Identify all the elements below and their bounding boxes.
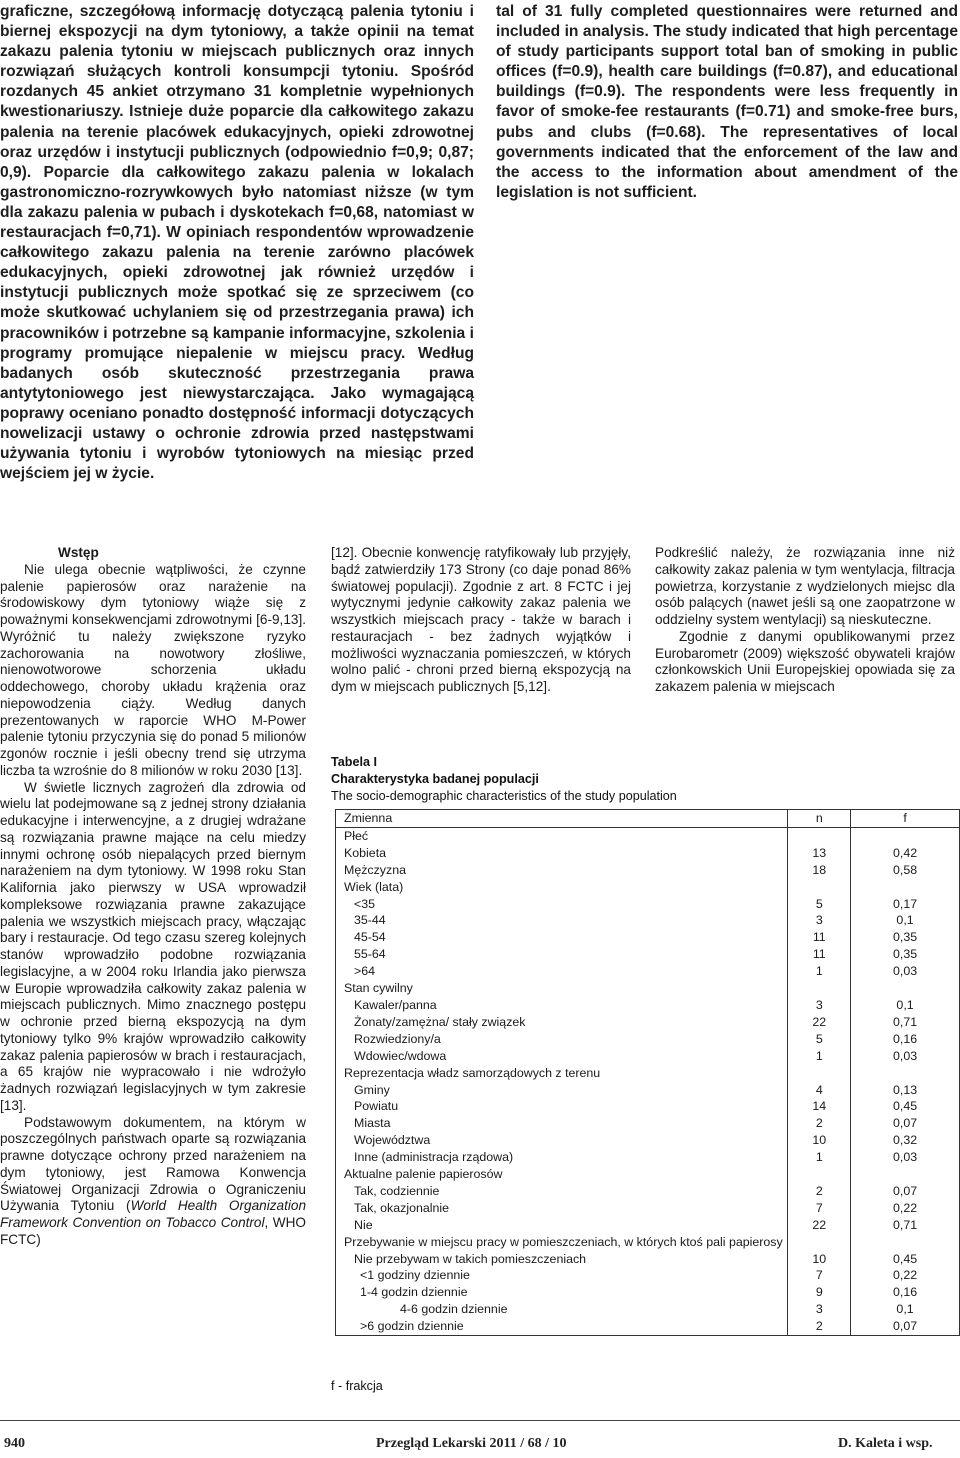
- table-row: [336, 1082, 960, 1099]
- cell-n: 2: [788, 1115, 851, 1132]
- cell-n: [788, 879, 851, 896]
- cell-n: 18: [788, 862, 851, 879]
- column-middle: [331, 545, 631, 696]
- cell-f: 0,42: [851, 845, 960, 862]
- cell-variable: 4-6 godzin dziennie: [336, 1301, 788, 1318]
- cell-variable: Przebywanie w miejscu pracy w pomieszczeniach, w których ktoś pali papierosy: [336, 1234, 788, 1251]
- cell-f: 0,22: [851, 1267, 960, 1284]
- cell-n: 2: [788, 1318, 851, 1335]
- cell-variable: Wiek (lata): [336, 879, 788, 896]
- cell-f: 0,22: [851, 1200, 960, 1217]
- table-row: [336, 1183, 960, 1200]
- cell-n: 11: [788, 946, 851, 963]
- cell-variable: Gminy: [336, 1082, 788, 1099]
- paragraph-text: Podstawowym dokumentem, na którym w poszczególnych państwach oparte są rozwiązania prawne dotyczące ochrony przed narażeniem na dym tytoniowy, jest Ramowa Konwencja Światowej Organizacji Zdrowia o Ograniczeniu Używania Tytoniu (: [0, 1114, 306, 1214]
- table-row: [336, 1301, 960, 1318]
- cell-n: 22: [788, 1014, 851, 1031]
- cell-n: [788, 1234, 851, 1251]
- cell-f: 0,16: [851, 1031, 960, 1048]
- table-row: [336, 1217, 960, 1234]
- paragraph: [12]. Obecnie konwencję ratyfikowały lub przyjęły, bądź zatwierdziły 173 Strony (co daje ponad 86% światowej populacji). Zgodnie z art. 8 FCTC i jej wytycznymi jedynie całkowity zakaz palenia we wszystkich miejscach pracy - także w barach i restauracjach - bez żadnych wyjątków i możliwości wyznaczania pomieszczeń, w których wolno palić - chroni przed bierną ekspozycją na dym w miejscach publicznych [5,12].: [331, 545, 631, 694]
- table-row: [336, 1115, 960, 1132]
- cell-variable: Stan cywilny: [336, 980, 788, 997]
- cell-variable: Płeć: [336, 827, 788, 844]
- table-row: [336, 1149, 960, 1166]
- paragraph: Nie ulega obecnie wątpliwości, że czynne palenie papierosów oraz narażenie na środowiskowy dym tytoniowy wiąże się z poważnymi konsekwencjami zdrowotnymi [6-9,13]. Wyróżnić tu należy zwiększone ryzyko zachorowania na nowotwory złośliwe, nienowotworowe schorzenia układu oddechowego, choroby układu krążenia oraz niepowodzenia ciąży. Według danych prezentowanych w raporcie WHO M-Power palenie tytoniu przyczynia się do ponad 5 milionów zgonów rocznie i jeśli obecny trend się utrzyma liczba ta wzrośnie do 8 milionów w roku 2030 [13].: [0, 561, 306, 778]
- table-footnote: f - frakcja: [331, 1379, 383, 1393]
- cell-variable: <35: [336, 896, 788, 913]
- table-row: [336, 827, 960, 844]
- cell-n: [788, 980, 851, 997]
- cell-variable: Mężczyzna: [336, 862, 788, 879]
- table-row: [336, 879, 960, 896]
- cell-n: 10: [788, 1251, 851, 1268]
- paragraph: Podkreślić należy, że rozwiązania inne niż całkowity zakaz palenia w tym wentylacja, filtracja powietrza, korzystanie z wydzielonych miejsc dla osób palących (nawet jeśli są one zaopatrzone w oddzielny system wentylacji) są nieskuteczne.: [655, 545, 955, 627]
- paragraph-italic: World Health Organization Framework Convention on Tobacco Control: [0, 1198, 307, 1230]
- cell-f: 0,45: [851, 1098, 960, 1115]
- cell-f: [851, 1065, 960, 1082]
- abstract-polish: [0, 2, 474, 484]
- cell-f: 0,71: [851, 1014, 960, 1031]
- cell-f: [851, 980, 960, 997]
- cell-f: 0,32: [851, 1132, 960, 1149]
- cell-variable: Województwa: [336, 1132, 788, 1149]
- table-row: [336, 1166, 960, 1183]
- cell-variable: >6 godzin dziennie: [336, 1318, 788, 1335]
- cell-n: 22: [788, 1217, 851, 1234]
- table-row: [336, 896, 960, 913]
- cell-variable: <1 godziny dziennie: [336, 1267, 788, 1284]
- cell-variable: Nie przebywam w takich pomieszczeniach: [336, 1251, 788, 1268]
- cell-n: 4: [788, 1082, 851, 1099]
- cell-n: 11: [788, 929, 851, 946]
- cell-n: 14: [788, 1098, 851, 1115]
- table-row: [336, 946, 960, 963]
- cell-n: 7: [788, 1200, 851, 1217]
- table-row: [336, 1132, 960, 1149]
- cell-variable: 45-54: [336, 929, 788, 946]
- cell-n: [788, 1065, 851, 1082]
- cell-variable: 1-4 godzin dziennie: [336, 1284, 788, 1301]
- table-title: Charakterystyka badanej populacji: [331, 772, 539, 786]
- cell-f: 0,17: [851, 896, 960, 913]
- cell-variable: 55-64: [336, 946, 788, 963]
- cell-f: 0,07: [851, 1115, 960, 1132]
- table-row: [336, 1031, 960, 1048]
- authors: D. Kaleta i wsp.: [838, 1436, 933, 1451]
- cell-variable: 35-44: [336, 912, 788, 929]
- column-right: [655, 545, 955, 696]
- cell-f: 0,07: [851, 1318, 960, 1335]
- cell-variable: Tak, okazjonalnie: [336, 1200, 788, 1217]
- cell-f: [851, 1234, 960, 1251]
- cell-n: 1: [788, 1149, 851, 1166]
- cell-f: 0,58: [851, 862, 960, 879]
- cell-variable: Reprezentacja władz samorządowych z terenu: [336, 1065, 788, 1082]
- table-row: [336, 912, 960, 929]
- table-row: [336, 862, 960, 879]
- cell-f: 0,03: [851, 963, 960, 980]
- cell-f: 0,1: [851, 997, 960, 1014]
- paragraph: [0, 1115, 306, 1249]
- column-header-variable: Zmienna: [336, 810, 788, 828]
- cell-f: 0,16: [851, 1284, 960, 1301]
- cell-n: [788, 1166, 851, 1183]
- cell-variable: Tak, codziennie: [336, 1183, 788, 1200]
- cell-variable: Miasta: [336, 1115, 788, 1132]
- cell-variable: Powiatu: [336, 1098, 788, 1115]
- cell-f: 0,35: [851, 929, 960, 946]
- table-row: [336, 1267, 960, 1284]
- cell-variable: Kawaler/panna: [336, 997, 788, 1014]
- cell-n: 5: [788, 896, 851, 913]
- cell-n: 9: [788, 1284, 851, 1301]
- table-row: [336, 1065, 960, 1082]
- cell-f: 0,71: [851, 1217, 960, 1234]
- cell-variable: Rozwiedziony/a: [336, 1031, 788, 1048]
- abstract-polish-text: graficzne, szczegółową informację dotyczącą palenia tytoniu i biernej ekspozycji na dym tytoniowy, a także opinii na temat zakazu palenia tytoniu w miejscach publicznych oraz innych rozwiązań służących kontroli konsumpcji tytoniu. Spośród rozdanych 45 ankiet otrzymano 31 kompletnie wypełnionych kwestionariuszy. Istnieje duże poparcie dla całkowitego zakazu palenia na terenie placówek edukacyjnych, opieki zdrowotnej oraz urzędów i instytucji publicznych (odpowiednio f=0,9; 0,87; 0,9). Poparcie dla całkowitego zakazu palenia w lokalach gastronomiczno-rozrywkowych było natomiast niższe (w tym dla zakazu palenia w pubach i dyskotekach f=0,68, natomiast w restauracjach f=0,71). W opiniach respondentów wprowadzenie całkowitego zakazu palenia na terenie zarówno placówek edukacyjnych, opieki zdrowotnej jak również urzędów i instytucji publicznych może spotkać się ze sprzeciwem (co może skutkować uchylaniem się od przestrzegania prawa) ich pracowników i potrzebne są kampanie informacyjne, szkolenia i programy promujące niepalenie w miejscu pracy. Według badanych osób skuteczność przestrzegania prawa antytytoniowego jest niewystarczająca. Jako wymagającą poprawy oceniano ponadto dostępność informacji dotyczących nowelizacji ustawy o ochronie zdrowia przed następstwami używania tytoniu i wyrobów tytoniowych na miesiąc przed wejściem jej w życie.: [0, 3, 474, 483]
- cell-f: 0,13: [851, 1082, 960, 1099]
- cell-f: 0,03: [851, 1149, 960, 1166]
- cell-f: [851, 1166, 960, 1183]
- abstract-english-text: tal of 31 fully completed questionnaires were returned and included in analysis. The study indicated that high percentage of study participants support total ban of smoking in public offices (f=0.9), health care buildings (f=0.87), and educational buildings (f=0.9). The respondents were less frequently in favor of smoke-fee restaurants (f=0.71) and smoke-free burs, pubs and clubs (f=0.68). The representatives of local governments indicated that the enforcement of the law and the access to the information about amendment of the legislation is not sufficient.: [496, 3, 958, 201]
- table-row: [336, 980, 960, 997]
- table-row: [336, 929, 960, 946]
- characteristics-table: [335, 809, 960, 1336]
- cell-n: 3: [788, 997, 851, 1014]
- cell-variable: Wdowiec/wdowa: [336, 1048, 788, 1065]
- table-row: [336, 1200, 960, 1217]
- cell-n: 5: [788, 1031, 851, 1048]
- table-row: [336, 1098, 960, 1115]
- table-row: [336, 1014, 960, 1031]
- cell-n: 7: [788, 1267, 851, 1284]
- cell-f: 0,1: [851, 912, 960, 929]
- column-intro: [0, 545, 306, 1249]
- cell-n: 2: [788, 1183, 851, 1200]
- cell-variable: Aktualne palenie papierosów: [336, 1166, 788, 1183]
- cell-variable: Nie: [336, 1217, 788, 1234]
- cell-f: 0,03: [851, 1048, 960, 1065]
- cell-n: 3: [788, 1301, 851, 1318]
- table-row: [336, 1251, 960, 1268]
- table-row: [336, 1318, 960, 1335]
- table-row: [336, 1284, 960, 1301]
- cell-n: 3: [788, 912, 851, 929]
- cell-n: [788, 827, 851, 844]
- table-header-row: [336, 810, 960, 828]
- footer-rule: [0, 1420, 960, 1421]
- column-header-n: n: [788, 810, 851, 828]
- cell-variable: Inne (administracja rządowa): [336, 1149, 788, 1166]
- cell-n: 10: [788, 1132, 851, 1149]
- cell-variable: Żonaty/zamężna/ stały związek: [336, 1014, 788, 1031]
- cell-f: 0,07: [851, 1183, 960, 1200]
- cell-f: [851, 879, 960, 896]
- paragraph: Zgodnie z danymi opublikowanymi przez Eurobarometr (2009) większość obywateli krajów członkowskich Unii Europejskiej opowiada się za zakazem palenia w miejscach: [655, 628, 955, 694]
- table-row: [336, 1048, 960, 1065]
- cell-n: 13: [788, 845, 851, 862]
- table-caption: [331, 754, 951, 805]
- cell-f: 0,1: [851, 1301, 960, 1318]
- cell-f: 0,45: [851, 1251, 960, 1268]
- cell-variable: >64: [336, 963, 788, 980]
- table-label: Tabela I: [331, 755, 377, 769]
- table-row: [336, 963, 960, 980]
- paragraph-text: , WHO FCTC): [0, 1215, 306, 1247]
- paragraph: W świetle licznych zagrożeń dla zdrowia od wielu lat podejmowane są z jednej strony działania edukacyjne i interwencyjne, a z drugiej wdrażane są rozwiązania prawne mające na celu miedzy innymi ochronę osób niepalących przed biernym narażeniem na dym tytoniowy. W 1998 roku Stan Kalifornia jako pierwszy w USA wprowadził kompleksowe rozwiązania prawne zakazujące palenia we wszystkich miejscach pracy, włączając bary i restauracje. Od tego czasu szereg kolejnych stanów wprowadziło podobne rozwiązania legislacyjne, a w 2004 roku Irlandia jako pierwsza w Europie wprowadziła całkowity zakaz palenia w miejscach publicznych. Mimo znacznego postępu w ochronie przed bierną ekspozycją na dym tytoniowy tylko 9% krajów wprowadziło całkowity zakaz palenia papierosów w brach i restauracjach, a 65 krajów nie wypracowało i nie wdrożyło żadnych rozwiązań legislacyjnych w tym zakresie [13].: [0, 779, 306, 1113]
- table-row: [336, 1234, 960, 1251]
- journal-citation: Przegląd Lekarski 2011 / 68 / 10: [376, 1436, 567, 1451]
- abstract-english: [496, 2, 958, 203]
- column-header-f: f: [851, 810, 960, 828]
- cell-n: 1: [788, 1048, 851, 1065]
- section-heading: Wstęp: [58, 545, 99, 560]
- cell-f: 0,35: [851, 946, 960, 963]
- table-title-english: The socio-demographic characteristics of the study population: [331, 789, 677, 803]
- page-number: 940: [4, 1436, 25, 1451]
- cell-f: [851, 827, 960, 844]
- table-row: [336, 997, 960, 1014]
- table-row: [336, 845, 960, 862]
- cell-variable: Kobieta: [336, 845, 788, 862]
- cell-n: 1: [788, 963, 851, 980]
